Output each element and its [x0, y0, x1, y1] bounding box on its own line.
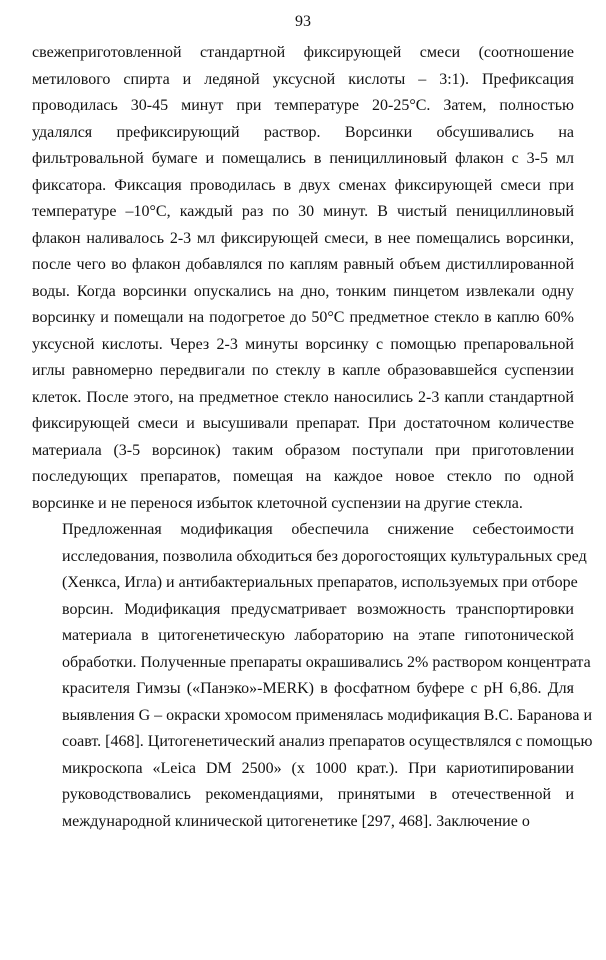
text-line: ворсин. Модификация предусматривает возможность транспортировки [62, 600, 574, 618]
text-line: свежеприготовленной стандартной фиксирующей смеси (соотношение [32, 44, 574, 61]
text-line: метилового спирта и ледяной уксусной кислоты – 3:1). Префиксация [32, 70, 574, 88]
text-line: фильтровальной бумаге и помещались в пенициллиновый флакон с 3-5 мл [32, 150, 574, 167]
text-line: уксусной кислоты. Через 2-3 минуты ворсинку с помощью препаровальной [32, 335, 574, 353]
text-line: микроскопа «Leica DM 2500» (х 1000 крат.). При кариотипировании [62, 759, 574, 777]
text-line: клеток. После этого, на предметное стекло наносились 2-3 капли стандартной [32, 388, 574, 406]
text-line: ворсинке и не перенося избыток клеточной суспензии на другие стекла. [32, 494, 523, 512]
text-line: соавт. [468]. Цитогенетический анализ препаратов осуществлялся с помощью [62, 733, 593, 750]
text-line: проводилась 30-45 минут при температуре 20-25°С. Затем, полностью [32, 97, 574, 114]
text-line: иглы равномерно передвигали по стеклу в капле образовавшейся суспензии [32, 362, 574, 379]
paragraph [32, 517, 593, 835]
text-line: материала в цитогенетическую лабораторию на этапе гипотонической [62, 627, 574, 644]
text-line: температуре –10°С, каждый раз по 30 минут. В чистый пенициллиновый [32, 203, 574, 220]
text-line: ворсинку и помещали на подогретое до 50°С предметное стекло в каплю 60% [32, 309, 574, 326]
text-line: выявления G – окраски хромосом применялась модификация В.С. Баранова и [62, 706, 593, 724]
text-line: последующих препаратов, помещая на каждое новое стекло по одной [32, 468, 574, 485]
text-line: Предложенная модификация обеспечила снижение себестоимости [62, 521, 574, 538]
text-line: (Хенкса, Игла) и антибактериальных препаратов, используемых при отборе [62, 574, 578, 591]
text-line: воды. Когда ворсинки опускались на дно, тонким пинцетом извлекали одну [32, 282, 574, 300]
text-line: удалялся префиксирующий раствор. Ворсинки обсушивались на [32, 123, 574, 141]
text-line: исследования, позволила обходиться без дорогостоящих культуральных сред [62, 547, 587, 565]
text-line: красителя Гимзы («Панэко»-MERK) в фосфатном буфере с pH 6,86. Для [62, 680, 574, 697]
body-text [32, 40, 593, 835]
page-number: 93 [295, 13, 311, 30]
text-line: флакон наливалось 2-3 мл фиксирующей смеси, в нее помещались ворсинки, [32, 229, 574, 247]
text-line: фиксирующей смеси и высушивали препарат. При достаточном количестве [32, 415, 574, 432]
text-line: руководствовались рекомендациями, принятыми в отечественной и [62, 786, 574, 803]
text-line: материала (3-5 ворсинок) таким образом поступали при приготовлении [32, 441, 574, 459]
text-line: фиксатора. Фиксация проводилась в двух сменах фиксирующей смеси при [32, 176, 574, 194]
paragraph [32, 40, 574, 517]
text-line: после чего во флакон добавлялся по каплям равный объем дистиллированной [32, 256, 574, 273]
text-line: международной клинической цитогенетике [297, 468]. Заключение о [62, 812, 530, 830]
text-line: обработки. Полученные препараты окрашивались 2% раствором концентрата [62, 653, 591, 671]
